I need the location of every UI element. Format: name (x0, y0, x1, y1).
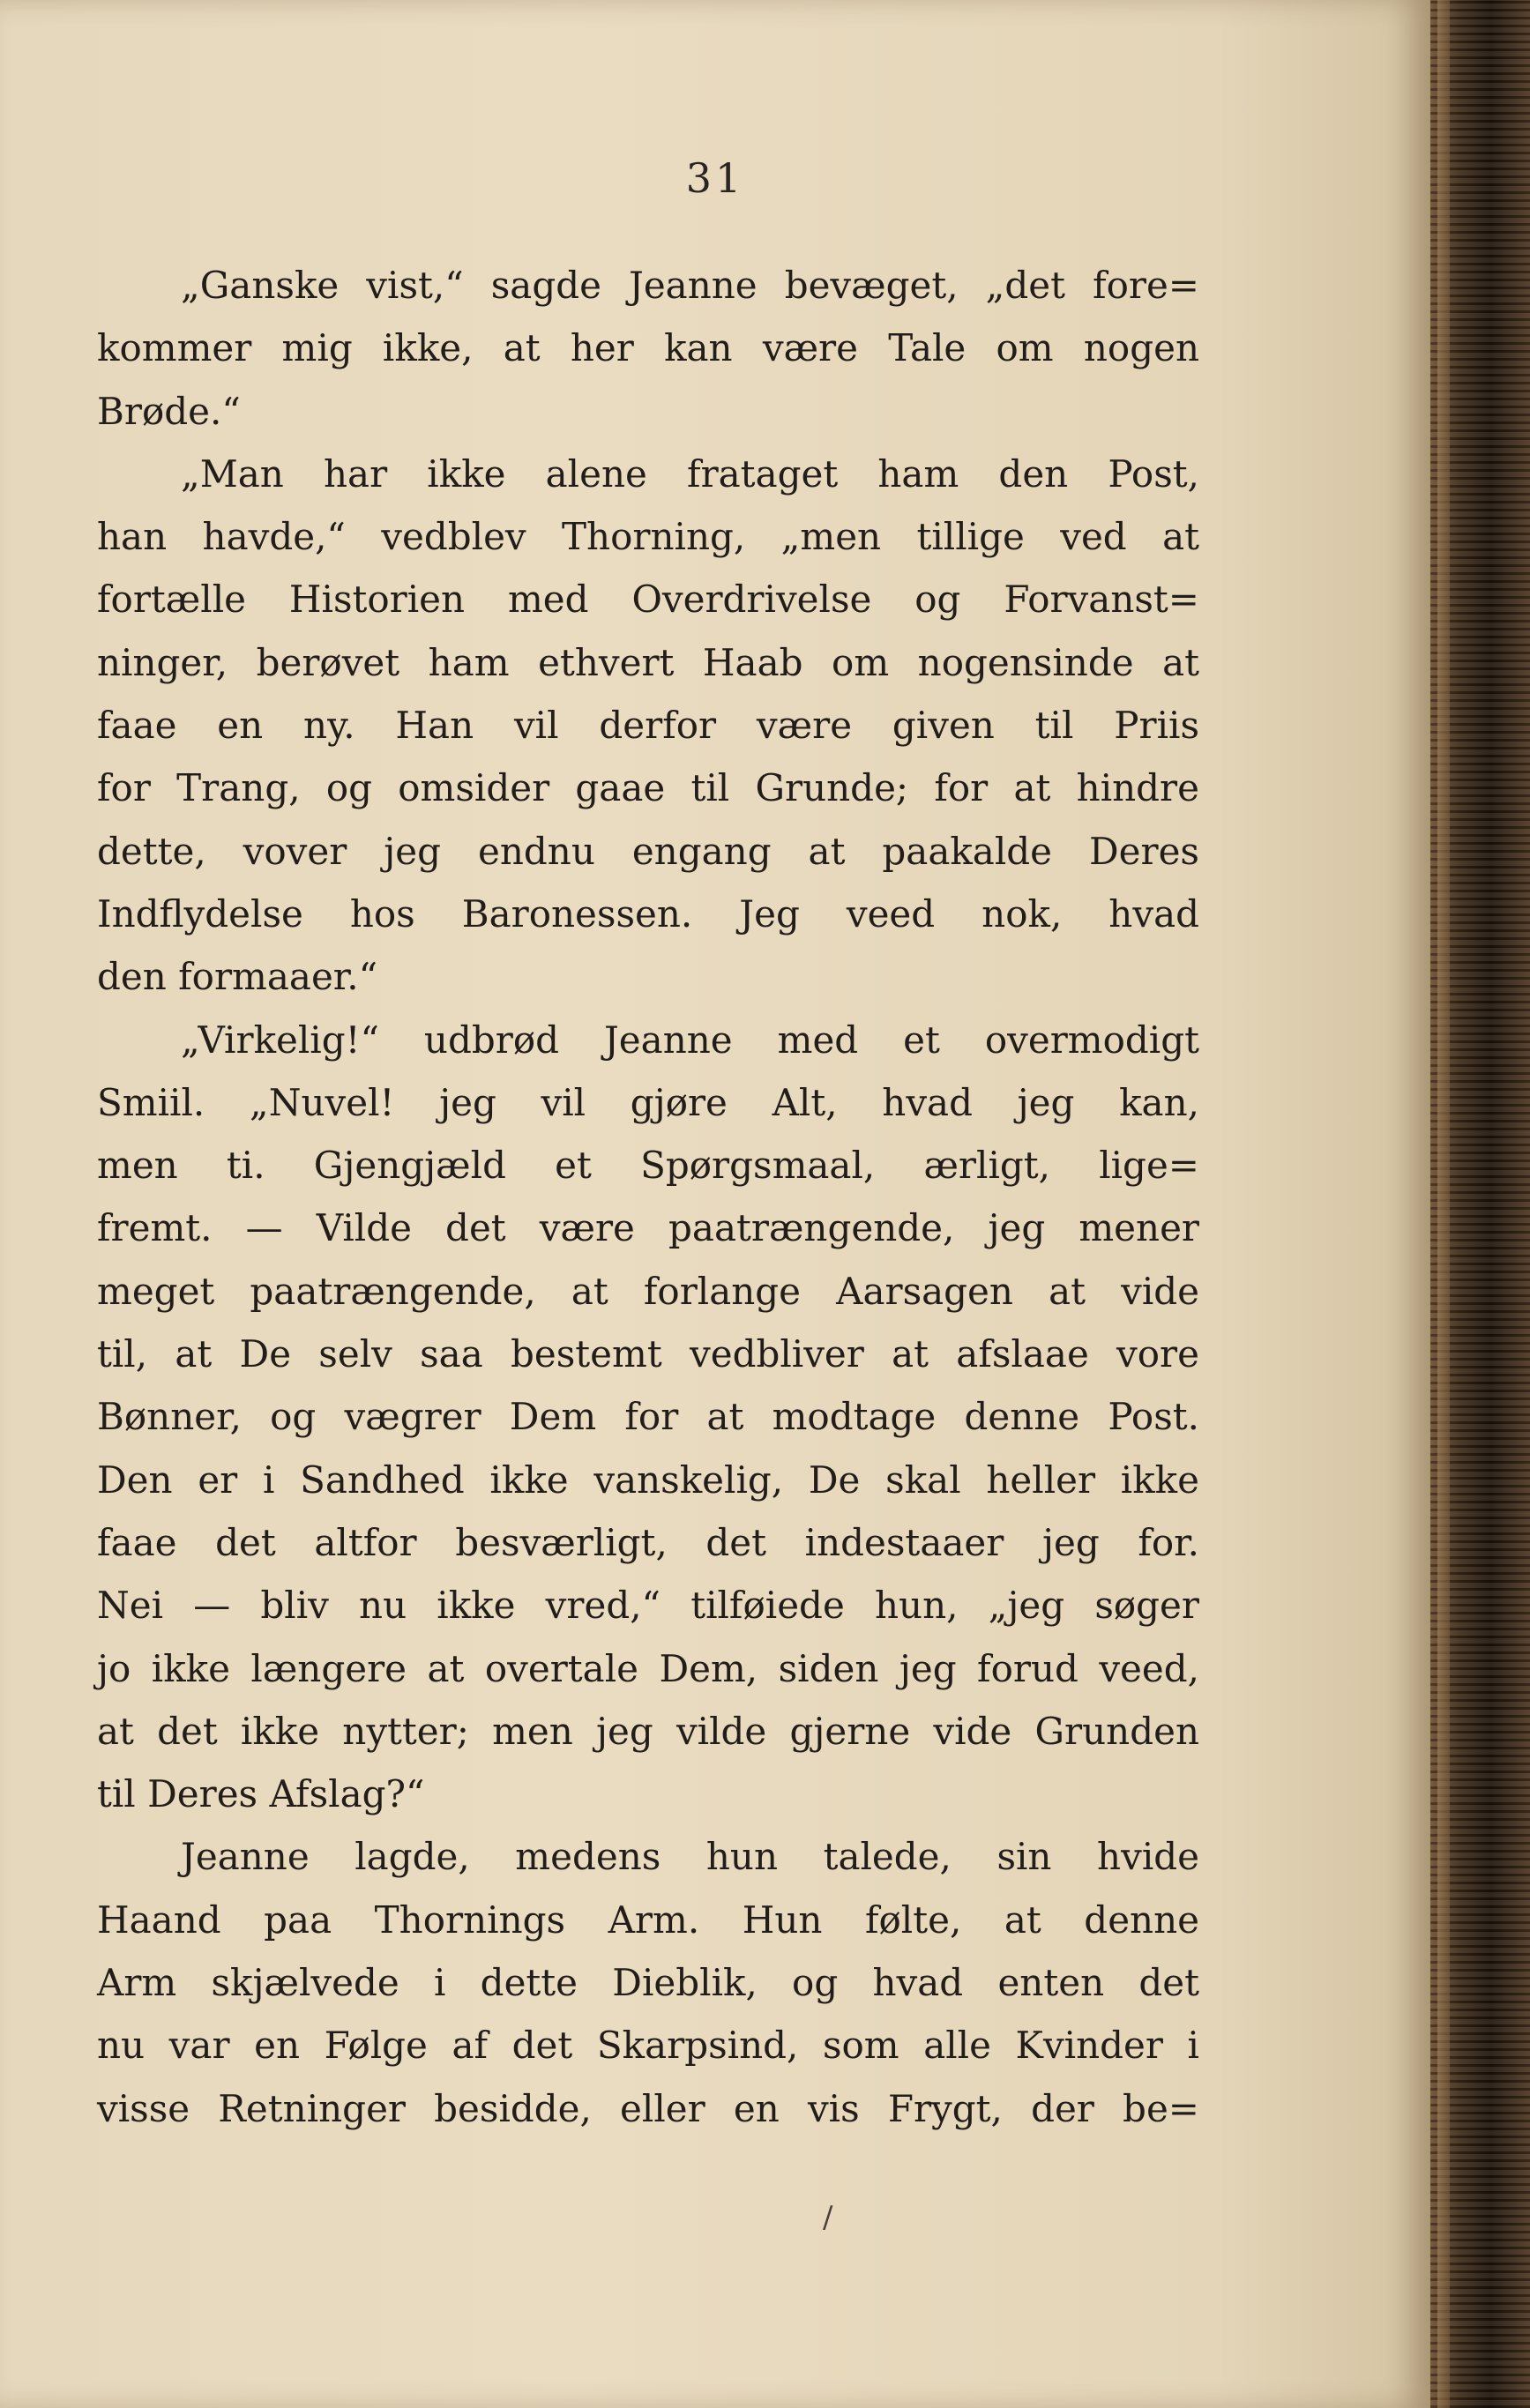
text-line: „Virkelig!“ udbrød Jeanne med et overmodigt (181, 1018, 1199, 1062)
text-line: jo ikke længere at overtale Dem, siden jeg forud veed, (97, 1646, 1199, 1690)
text-line: nu var en Følge af det Skarpsind, som alle Kvinder i (97, 2024, 1199, 2068)
text-line: han havde,“ vedblev Thorning, „men tillige ved at (97, 515, 1199, 559)
text-line: fremt. — Vilde det være paatrængende, jeg mener (97, 1206, 1199, 1250)
text-line: men ti. Gjengjæld et Spørgsmaal, ærligt, lige= (97, 1144, 1199, 1188)
text-line: Indflydelse hos Baronessen. Jeg veed nok, hvad (97, 891, 1199, 936)
text-line: meget paatrængende, at forlange Aarsagen at vide (97, 1269, 1199, 1313)
text-line: visse Retninger besidde, eller en vis Frygt, der be= (97, 2086, 1199, 2130)
text-line: til Deres Afslag?“ (97, 1772, 425, 1816)
text-line: „Ganske vist,“ sagde Jeanne bevæget, „det fore= (181, 264, 1199, 307)
text-line: til, at De selv saa bestemt vedbliver at afslaae vore (97, 1332, 1199, 1376)
text-line: Jeanne lagde, medens hun talede, sin hvide (181, 1835, 1199, 1879)
body-text (97, 254, 1199, 2140)
text-line: fortælle Historien med Overdrivelse og Forvanst= (97, 578, 1199, 622)
book-binding-strip (1437, 0, 1450, 2408)
text-line: „Man har ikke alene frataget ham den Post, (181, 451, 1199, 496)
text-line: Brøde.“ (97, 389, 241, 433)
text-line: for Trang, og omsider gaae til Grunde; for at hindre (97, 766, 1199, 810)
text-line: Den er i Sandhed ikke vanskelig, De skal heller ikke (97, 1457, 1199, 1502)
text-line: faae en ny. Han vil derfor være given til Priis (97, 704, 1199, 748)
text-line: at det ikke nytter; men jeg vilde gjerne vide Grunden (97, 1709, 1199, 1753)
text-line: ninger, berøvet ham ethvert Haab om nogensinde at (97, 640, 1199, 684)
text-line: dette, vover jeg endnu engang at paakalde Deres (97, 829, 1199, 873)
text-line: faae det altfor besværligt, det indestaaer jeg for. (97, 1520, 1199, 1564)
signature-mark: / (823, 2200, 833, 2235)
text-line: Nei — bliv nu ikke vred,“ tilføiede hun, „jeg søger (97, 1584, 1199, 1628)
text-line: den formaaer.“ (97, 955, 378, 999)
text-line: Smiil. „Nuvel! jeg vil gjøre Alt, hvad jeg kan, (97, 1080, 1199, 1124)
text-line: Haand paa Thornings Arm. Hun følte, at denne (97, 1897, 1199, 1942)
text-line: kommer mig ikke, at her kan være Tale om nogen (97, 326, 1199, 370)
text-line: Arm skjælvede i dette Dieblik, og hvad enten det (97, 1961, 1199, 2005)
text-line: Bønner, og vægrer Dem for at modtage denne Post. (97, 1395, 1199, 1439)
page-number: 31 (685, 154, 745, 202)
